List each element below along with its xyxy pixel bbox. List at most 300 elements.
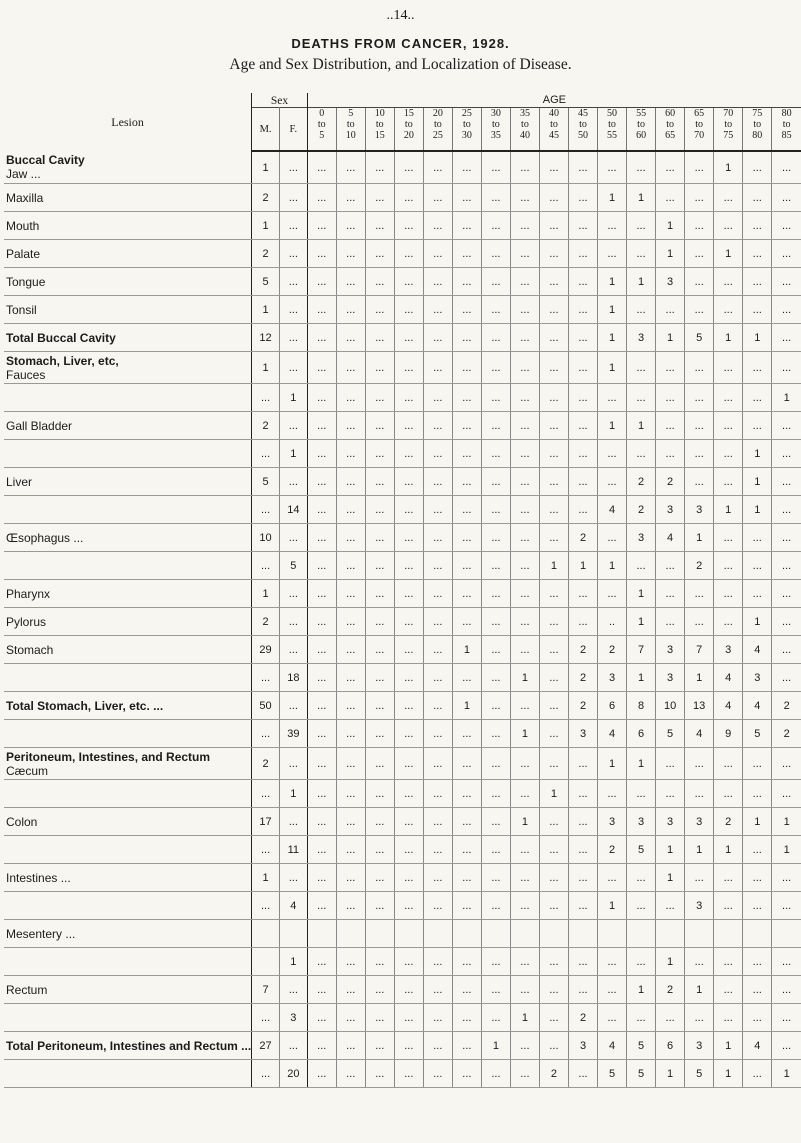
age-band-line: 85 (781, 130, 792, 141)
female-count (279, 920, 307, 948)
age-count: 1 (627, 608, 656, 636)
age-count: ... (714, 412, 743, 440)
age-count: ... (714, 552, 743, 580)
female-count: ... (279, 324, 307, 352)
age-count: ... (394, 864, 423, 892)
age-count: 3 (685, 496, 714, 524)
age-count: ... (772, 892, 801, 920)
age-count: ... (423, 976, 452, 1004)
age-count: ... (307, 212, 336, 240)
age-count: ... (307, 468, 336, 496)
age-count: ... (365, 212, 394, 240)
age-count: ... (452, 780, 481, 808)
age-count: ... (423, 948, 452, 976)
age-count: ... (394, 412, 423, 440)
age-count: ... (336, 976, 365, 1004)
age-band-line: to (666, 119, 674, 130)
age-count: ... (481, 1004, 510, 1032)
age-count: ... (336, 240, 365, 268)
age-count: 2 (568, 524, 597, 552)
age-band-line: 70 (694, 130, 705, 141)
age-count: ... (714, 440, 743, 468)
lesion-cell (4, 324, 252, 352)
age-band-header (423, 108, 452, 152)
age-count: 1 (772, 808, 801, 836)
lesion-label: Pharynx (6, 586, 51, 601)
age-count: ... (423, 496, 452, 524)
age-count: ... (772, 412, 801, 440)
age-count: 1 (685, 836, 714, 864)
age-count: ... (307, 808, 336, 836)
age-band-line: to (695, 119, 704, 130)
age-count: ... (539, 184, 568, 212)
age-band-header (336, 108, 365, 152)
female-count: 20 (279, 1060, 307, 1088)
age-count: ... (307, 780, 336, 808)
table-row (4, 948, 801, 976)
age-count: 2 (714, 808, 743, 836)
age-count: ... (772, 324, 801, 352)
age-count: ... (452, 1004, 481, 1032)
age-count: ... (336, 748, 365, 780)
lesion-label: Stomach (6, 642, 54, 657)
male-count: ... (252, 720, 280, 748)
age-count: ... (656, 151, 685, 184)
female-count: 5 (279, 552, 307, 580)
age-count: ... (452, 748, 481, 780)
male-count: 5 (252, 268, 280, 296)
female-count: ... (279, 976, 307, 1004)
age-band-header (568, 108, 597, 152)
age-count: ... (452, 496, 481, 524)
female-count: ... (279, 864, 307, 892)
age-band-header (772, 108, 801, 152)
age-count: ... (365, 496, 394, 524)
age-count: ... (365, 892, 394, 920)
age-count: ... (481, 524, 510, 552)
age-count: ... (772, 1032, 801, 1060)
lesion-cell (4, 240, 252, 268)
age-count: ... (568, 748, 597, 780)
male-count: ... (252, 836, 280, 864)
age-band-line: to (462, 119, 471, 130)
age-count: 3 (656, 664, 685, 692)
age-count: ... (539, 1004, 568, 1032)
age-count: 1 (714, 496, 743, 524)
age-count: 4 (714, 692, 743, 720)
age-count: ... (394, 1060, 423, 1088)
lesion-cell (4, 692, 252, 720)
lesion-cell (4, 836, 252, 864)
age-count: ... (307, 412, 336, 440)
age-count: ... (656, 352, 685, 384)
age-band-line: 5 (319, 130, 325, 141)
table-row (4, 976, 801, 1004)
age-count: ... (510, 352, 539, 384)
age-count: ... (336, 692, 365, 720)
age-count: ... (568, 780, 597, 808)
age-count: ... (365, 948, 394, 976)
age-count (365, 920, 394, 948)
age-count: 13 (685, 692, 714, 720)
age-count: ... (452, 976, 481, 1004)
age-count: 5 (685, 1060, 714, 1088)
lesion-label: Mouth (6, 218, 40, 233)
age-count: ... (656, 1004, 685, 1032)
table-row (4, 440, 801, 468)
age-count: ... (481, 184, 510, 212)
age-count: ... (423, 151, 452, 184)
lesion-label: Mesentery ... (6, 926, 76, 941)
age-count: ... (539, 151, 568, 184)
age-count: ... (772, 976, 801, 1004)
age-band-line: 15 (374, 130, 385, 141)
age-band-line: 15 (403, 108, 414, 119)
age-count: ... (452, 836, 481, 864)
age-count: ... (481, 296, 510, 324)
age-count: ... (627, 352, 656, 384)
age-count: ... (656, 608, 685, 636)
age-count: ... (685, 268, 714, 296)
male-count: ... (252, 440, 280, 468)
age-count: ... (568, 468, 597, 496)
age-count: 1 (539, 780, 568, 808)
age-count: 1 (714, 151, 743, 184)
age-count: ... (685, 240, 714, 268)
male-count: 1 (252, 212, 280, 240)
age-count: ... (452, 552, 481, 580)
age-count: 1 (685, 664, 714, 692)
age-count: ... (510, 748, 539, 780)
age-count: ... (336, 1060, 365, 1088)
age-count: 6 (627, 720, 656, 748)
lesion-cell (4, 524, 252, 552)
age-count: ... (510, 836, 539, 864)
age-count: ... (539, 748, 568, 780)
age-count: ... (336, 636, 365, 664)
age-count: 1 (685, 524, 714, 552)
table-row (4, 836, 801, 864)
lesion-cell (4, 212, 252, 240)
age-count: ... (481, 440, 510, 468)
age-count: ... (365, 692, 394, 720)
age-count: ... (714, 608, 743, 636)
age-count: ... (336, 151, 365, 184)
age-count: 3 (656, 268, 685, 296)
age-count: ... (598, 468, 627, 496)
lesion-cell (4, 352, 252, 384)
age-count: 2 (656, 976, 685, 1004)
age-count: 1 (598, 748, 627, 780)
age-count: ... (627, 240, 656, 268)
lesion-label: Total Peritoneum, Intestines and Rectum ... (6, 1038, 252, 1053)
lesion-label: Jaw ... (6, 167, 41, 181)
female-count: ... (279, 412, 307, 440)
lesion-cell (4, 664, 252, 692)
age-band-line: 25 (461, 108, 472, 119)
age-count: ... (394, 296, 423, 324)
age-count: 5 (743, 720, 772, 748)
age-count: ... (336, 808, 365, 836)
age-count: ... (307, 384, 336, 412)
age-count: ... (685, 580, 714, 608)
age-count: ... (743, 524, 772, 552)
age-count: ... (394, 1032, 423, 1060)
age-count: ... (772, 468, 801, 496)
age-count: ... (743, 780, 772, 808)
age-count: ... (452, 324, 481, 352)
age-count: ... (452, 948, 481, 976)
age-count: ... (743, 836, 772, 864)
age-count: ... (714, 352, 743, 384)
male-count: 27 (252, 1032, 280, 1060)
age-count: ... (539, 608, 568, 636)
age-count: ... (772, 552, 801, 580)
age-band-line: to (492, 119, 500, 130)
age-count: .. (598, 608, 627, 636)
age-count: ... (743, 1004, 772, 1032)
table-row (4, 1004, 801, 1032)
male-count: ... (252, 664, 280, 692)
age-count: ... (336, 412, 365, 440)
age-band-line: 45 (578, 108, 588, 119)
age-count: ... (539, 412, 568, 440)
age-band-line: to (608, 119, 616, 130)
age-count: ... (452, 412, 481, 440)
table-row (4, 552, 801, 580)
age-count: 3 (598, 664, 627, 692)
table-row (4, 580, 801, 608)
age-count: ... (568, 580, 597, 608)
age-count: ... (336, 440, 365, 468)
age-count: ... (452, 524, 481, 552)
lesion-label: Cæcum (6, 763, 49, 778)
age-count: ... (510, 1060, 539, 1088)
age-count: ... (772, 864, 801, 892)
age-count: ... (598, 948, 627, 976)
age-count: ... (481, 864, 510, 892)
age-count: ... (568, 268, 597, 296)
table-row (4, 268, 801, 296)
age-count: ... (772, 184, 801, 212)
age-count: ... (598, 151, 627, 184)
age-count: 1 (627, 976, 656, 1004)
age-count: ... (539, 384, 568, 412)
age-band-line: 70 (723, 108, 734, 119)
age-count: ... (365, 352, 394, 384)
age-count: 1 (627, 412, 656, 440)
female-count: 1 (279, 948, 307, 976)
age-count: ... (452, 1032, 481, 1060)
male-count: 1 (252, 151, 280, 184)
age-count: ... (481, 352, 510, 384)
female-count: ... (279, 692, 307, 720)
age-count: ... (539, 324, 568, 352)
age-count: 7 (685, 636, 714, 664)
age-count: 1 (627, 664, 656, 692)
age-band-header (743, 108, 772, 152)
age-count (772, 920, 801, 948)
age-count: ... (452, 608, 481, 636)
lesion-cell (4, 920, 252, 948)
age-band-line: to (579, 119, 587, 130)
age-count: ... (656, 384, 685, 412)
age-band-line: 20 (432, 108, 443, 119)
age-count: ... (539, 268, 568, 296)
age-count: ... (394, 808, 423, 836)
age-count: ... (452, 892, 481, 920)
age-count: ... (568, 892, 597, 920)
age-count: ... (627, 440, 656, 468)
lesion-cell (4, 864, 252, 892)
lesion-cell (4, 808, 252, 836)
age-count: ... (365, 1032, 394, 1060)
age-count: ... (598, 1004, 627, 1032)
age-count: ... (336, 1004, 365, 1032)
male-count: ... (252, 1004, 280, 1032)
age-count: ... (307, 1032, 336, 1060)
age-count: ... (365, 468, 394, 496)
male-count: ... (252, 384, 280, 412)
age-count: ... (307, 948, 336, 976)
age-count: ... (481, 636, 510, 664)
age-count: ... (743, 552, 772, 580)
age-count: 1 (743, 324, 772, 352)
age-count: ... (685, 864, 714, 892)
age-count: ... (452, 240, 481, 268)
age-count: 1 (714, 836, 743, 864)
age-count: ... (627, 892, 656, 920)
age-band-line: 45 (548, 130, 559, 141)
age-count: ... (656, 184, 685, 212)
lesion-cell (4, 268, 252, 296)
age-count: ... (598, 212, 627, 240)
lesion-label: Maxilla (6, 190, 44, 205)
age-count: 6 (656, 1032, 685, 1060)
age-count: ... (481, 580, 510, 608)
age-count: 3 (743, 664, 772, 692)
male-count: 1 (252, 352, 280, 384)
age-band-line: to (753, 119, 762, 130)
age-band-line: 75 (723, 130, 734, 141)
table-row (4, 636, 801, 664)
male-count: ... (252, 892, 280, 920)
age-count: 2 (772, 720, 801, 748)
age-band-line: to (375, 119, 384, 130)
lesion-cell (4, 608, 252, 636)
male-count: 17 (252, 808, 280, 836)
age-count: ... (627, 864, 656, 892)
age-count: ... (423, 352, 452, 384)
age-count: 1 (598, 892, 627, 920)
age-count: ... (510, 440, 539, 468)
lesion-label: Palate (6, 246, 41, 261)
age-count: ... (307, 608, 336, 636)
age-count: ... (423, 892, 452, 920)
age-count: ... (685, 151, 714, 184)
age-count: ... (598, 524, 627, 552)
age-count: 3 (627, 324, 656, 352)
age-count: 1 (656, 948, 685, 976)
age-count: ... (510, 468, 539, 496)
table-row (4, 864, 801, 892)
male-count (252, 948, 280, 976)
age-count: ... (365, 296, 394, 324)
age-count: ... (394, 636, 423, 664)
age-count: ... (627, 948, 656, 976)
age-count: ... (423, 664, 452, 692)
age-count: ... (365, 412, 394, 440)
age-count: ... (772, 212, 801, 240)
age-count: ... (685, 1004, 714, 1032)
age-count: 8 (627, 692, 656, 720)
age-count: ... (481, 412, 510, 440)
age-count: ... (772, 151, 801, 184)
age-count: 3 (685, 808, 714, 836)
age-count: ... (336, 212, 365, 240)
age-count: ... (481, 212, 510, 240)
age-count: ... (307, 1004, 336, 1032)
age-band-line: to (782, 119, 791, 130)
age-count: ... (336, 948, 365, 976)
age-count (714, 920, 743, 948)
age-count: ... (568, 864, 597, 892)
age-count: ... (307, 864, 336, 892)
age-count: ... (481, 976, 510, 1004)
age-count: ... (423, 748, 452, 780)
age-count: ... (452, 808, 481, 836)
age-count: ... (481, 720, 510, 748)
age-count: ... (365, 184, 394, 212)
age-count: ... (685, 184, 714, 212)
age-band-line: 35 (519, 108, 530, 119)
age-count: ... (365, 748, 394, 780)
age-count: ... (423, 864, 452, 892)
age-count: ... (598, 780, 627, 808)
age-count (539, 920, 568, 948)
age-count: ... (307, 692, 336, 720)
age-count: ... (743, 976, 772, 1004)
age-count: ... (307, 664, 336, 692)
age-count: ... (510, 524, 539, 552)
age-count: 2 (656, 468, 685, 496)
age-count: ... (568, 352, 597, 384)
age-count: 5 (627, 836, 656, 864)
female-count: ... (279, 524, 307, 552)
age-count: ... (743, 748, 772, 780)
age-count: ... (365, 580, 394, 608)
female-count: ... (279, 808, 307, 836)
age-count: ... (394, 184, 423, 212)
female-count: 14 (279, 496, 307, 524)
table-row (4, 1032, 801, 1060)
age-count: ... (568, 976, 597, 1004)
age-count: ... (452, 352, 481, 384)
age-count: ... (539, 808, 568, 836)
age-count: ... (365, 324, 394, 352)
age-count: ... (336, 892, 365, 920)
age-count: ... (714, 748, 743, 780)
age-count: ... (423, 692, 452, 720)
age-count: ... (365, 1060, 394, 1088)
age-band-line: 55 (636, 108, 647, 119)
age-count: ... (365, 608, 394, 636)
lesion-label: Gall Bladder (6, 418, 73, 433)
age-count: ... (365, 1004, 394, 1032)
age-count: ... (539, 976, 568, 1004)
age-band-line: to (346, 119, 355, 130)
age-count: ... (714, 524, 743, 552)
